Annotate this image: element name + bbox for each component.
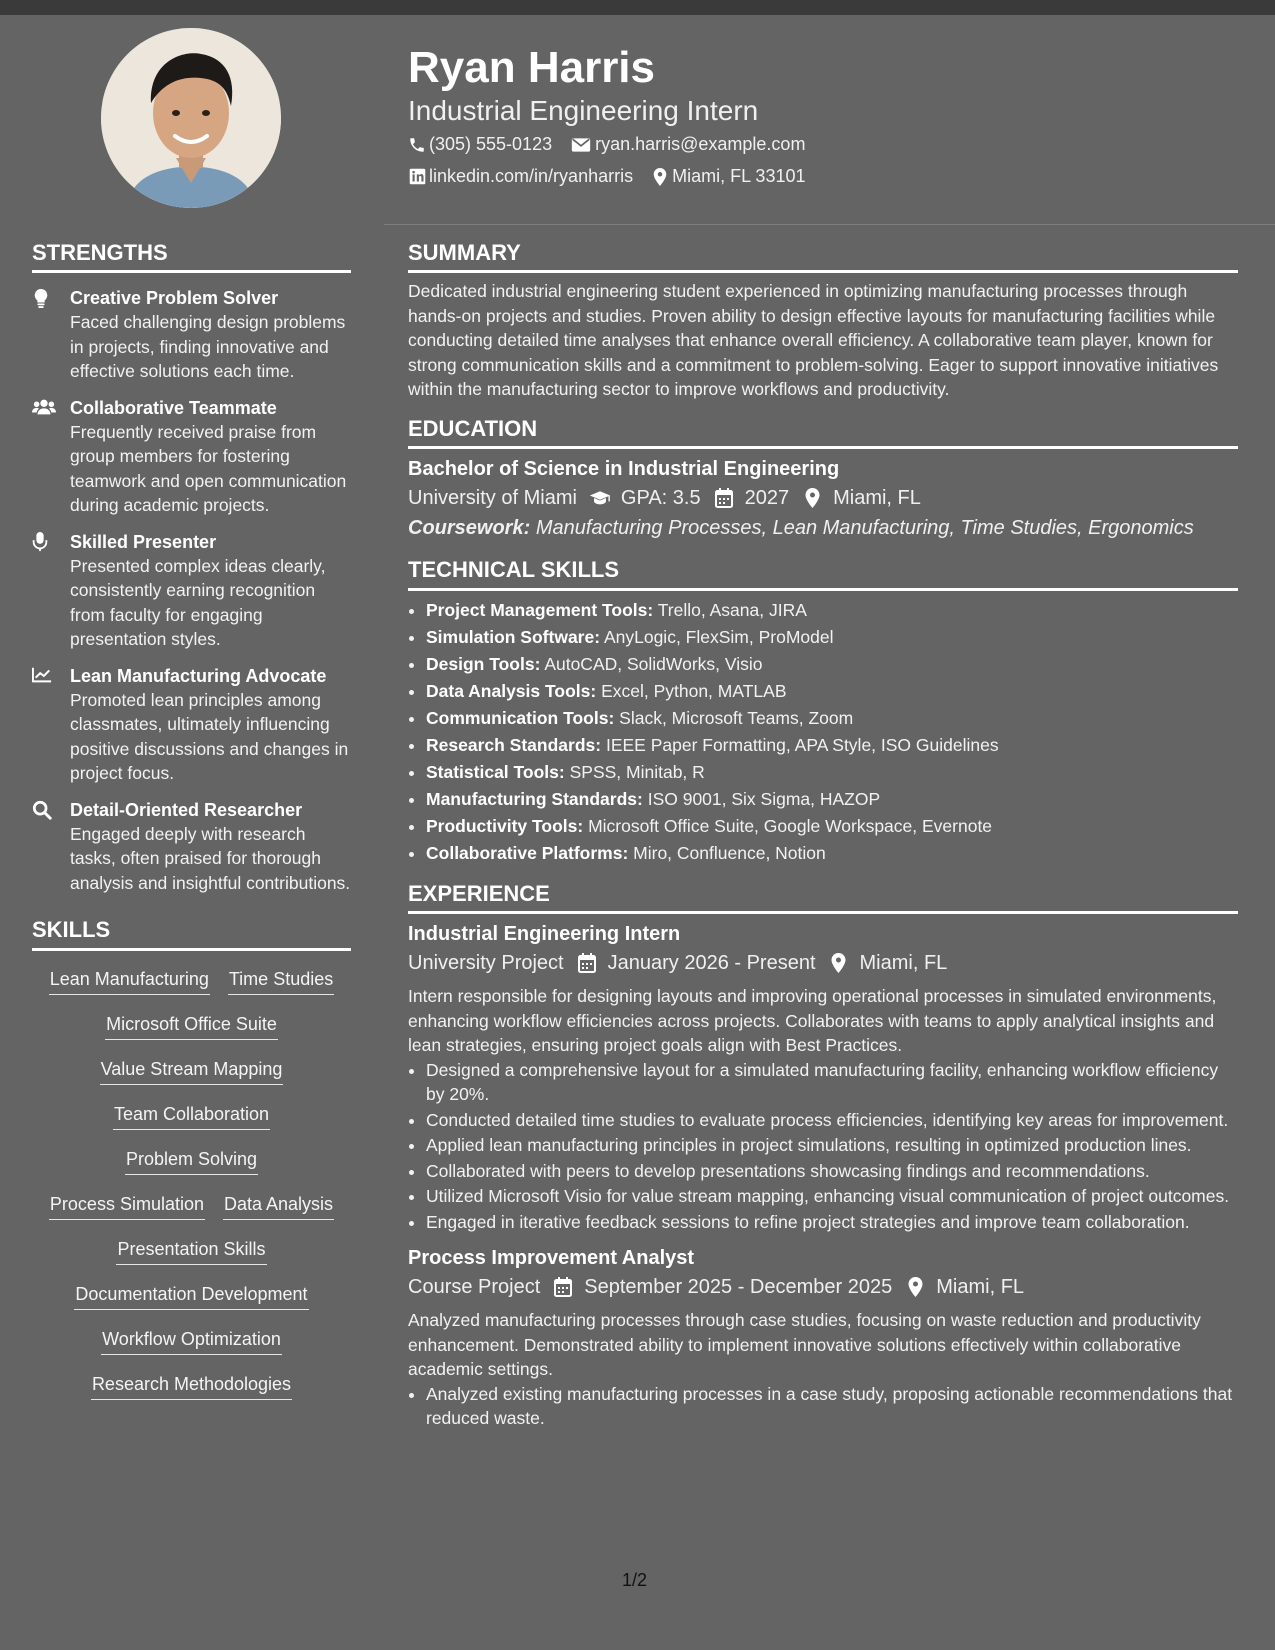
location-contact	[651, 166, 805, 187]
left-column	[32, 240, 351, 1415]
strength-item	[32, 396, 351, 518]
strength-description: Faced challenging design problems in projects, finding innovative and effective solutions each time.	[70, 312, 346, 382]
skill-row	[32, 1280, 351, 1325]
graduation-year: 2027	[744, 487, 790, 510]
right-column	[408, 240, 1238, 1432]
technical-skill-item	[426, 840, 1238, 867]
candidate-title: Industrial Engineering Intern	[408, 95, 759, 126]
lightbulb-icon	[32, 286, 70, 384]
skills-heading: SKILLS	[32, 917, 351, 950]
technical-skill-item	[426, 624, 1238, 651]
technical-skills-heading: TECHNICAL SKILLS	[408, 557, 1238, 590]
technical-skill-label: Project Management Tools:	[426, 599, 654, 620]
school-name: University of Miami	[408, 487, 577, 510]
linkedin-text: linkedin.com/in/ryanharris	[429, 166, 634, 186]
map-marker-icon	[904, 1276, 926, 1298]
job-bullet: • Applied lean manufacturing principles in project simulations, resulting in optimized production lines.	[426, 1133, 1238, 1158]
email-text: ryan.harris@example.com	[595, 134, 806, 154]
envelope-icon	[570, 136, 592, 154]
technical-skill-label: Manufacturing Standards:	[426, 788, 643, 809]
strength-item	[32, 664, 351, 786]
candidate-name: Ryan Harris	[408, 43, 656, 92]
calendar-icon	[552, 1276, 574, 1298]
education-meta	[408, 483, 1238, 513]
education-location: Miami, FL	[833, 487, 921, 510]
location-text: Miami, FL 33101	[672, 166, 806, 186]
job-title: Industrial Engineering Intern	[408, 923, 681, 946]
technical-skill-label: Statistical Tools:	[426, 761, 565, 782]
microphone-icon	[32, 530, 70, 652]
coursework-list: Manufacturing Processes, Lean Manufacturing, Time Studies, Ergonomics	[535, 517, 1194, 540]
education-heading: EDUCATION	[408, 416, 1238, 449]
job-bullet: • Collaborated with peers to develop presentations showcasing findings and recommendations.	[426, 1159, 1238, 1184]
summary-section	[408, 240, 1238, 402]
skill-tag: Research Methodologies	[91, 1370, 292, 1400]
technical-skill-value: IEEE Paper Formatting, APA Style, ISO Guidelines	[605, 734, 999, 755]
technical-skill-value: SPSS, Minitab, R	[569, 761, 705, 782]
job-bullet: • Designed a comprehensive layout for a simulated manufacturing facility, enhancing workflow efficiency by 20%.	[426, 1058, 1238, 1107]
strength-title: Skilled Presenter	[70, 531, 217, 552]
skill-tag: Problem Solving	[125, 1145, 258, 1175]
skill-row	[32, 965, 351, 1010]
header-divider	[384, 224, 1275, 225]
page-number: 1/2	[622, 1570, 648, 1590]
technical-skill-value: AutoCAD, SolidWorks, Visio	[544, 653, 763, 674]
strength-description: Promoted lean principles among classmates, ultimately influencing positive discussions and changes in project focus.	[70, 689, 349, 784]
technical-skill-item	[426, 597, 1238, 624]
job-bullets	[408, 1382, 1238, 1431]
strength-title: Creative Problem Solver	[70, 288, 279, 309]
job-bullets	[408, 1058, 1238, 1235]
technical-skill-value: ISO 9001, Six Sigma, HAZOP	[647, 788, 881, 809]
strength-title: Detail-Oriented Researcher	[70, 799, 303, 820]
job-dates: January 2026 - Present	[607, 952, 816, 975]
technical-skill-value: Excel, Python, MATLAB	[601, 680, 787, 701]
technical-skill-item	[426, 732, 1238, 759]
strength-item	[32, 530, 351, 652]
strength-description: Frequently received praise from group members for fostering teamwork and open communication during academic projects.	[70, 421, 347, 516]
education-section	[408, 416, 1238, 543]
technical-skill-value: Slack, Microsoft Teams, Zoom	[619, 707, 854, 728]
experience-heading: EXPERIENCE	[408, 881, 1238, 914]
map-marker-icon	[651, 168, 669, 186]
skill-row	[32, 1100, 351, 1145]
job-summary: Analyzed manufacturing processes through case studies, focusing on waste reduction and productivity enhancement. Demonstrated ability to implement innovative solutions effectively within collaborative academic settings.	[408, 1310, 1201, 1380]
map-marker-icon	[828, 952, 850, 974]
skill-tag: Documentation Development	[74, 1280, 308, 1310]
technical-skill-item	[426, 678, 1238, 705]
job-meta	[408, 1272, 1238, 1302]
skill-tag: Team Collaboration	[113, 1100, 270, 1130]
technical-skill-item	[426, 786, 1238, 813]
coursework-label: Coursework:	[408, 517, 531, 540]
technical-skill-label: Productivity Tools:	[426, 815, 584, 836]
calendar-icon	[713, 487, 735, 509]
technical-skill-label: Design Tools:	[426, 653, 541, 674]
technical-skill-item	[426, 705, 1238, 732]
technical-skill-value: AnyLogic, FlexSim, ProModel	[603, 626, 834, 647]
technical-skill-label: Data Analysis Tools:	[426, 680, 597, 701]
gpa-text: GPA: 3.5	[620, 487, 701, 510]
skill-row	[32, 1370, 351, 1415]
skill-tag: Presentation Skills	[116, 1235, 266, 1265]
experience-item	[408, 920, 1238, 1234]
technical-skill-value: Miro, Confluence, Notion	[633, 842, 826, 863]
skill-tag: Value Stream Mapping	[100, 1055, 284, 1085]
chart-line-icon	[32, 664, 70, 786]
search-icon	[32, 798, 70, 896]
contact-row-2	[408, 166, 824, 187]
skill-tag: Lean Manufacturing	[49, 965, 210, 995]
job-location: Miami, FL	[859, 952, 948, 975]
phone-icon	[408, 136, 426, 154]
strength-item	[32, 286, 351, 384]
job-bullet: • Conducted detailed time studies to evaluate process efficiencies, identifying key areas for improvement.	[426, 1108, 1238, 1133]
strength-item	[32, 798, 351, 896]
profile-photo	[101, 28, 281, 208]
top-bar	[0, 0, 1275, 15]
strength-title: Lean Manufacturing Advocate	[70, 665, 327, 686]
job-organization: Course Project	[408, 1276, 541, 1299]
technical-skill-item	[426, 813, 1238, 840]
calendar-icon	[576, 952, 598, 974]
technical-skill-item	[426, 759, 1238, 786]
technical-skill-label: Collaborative Platforms:	[426, 842, 629, 863]
job-summary: Intern responsible for designing layouts and improving operational processes in simulated environments, enhancing workflow efficiencies across projects. Collaborates with teams to apply analytical insights and lean strategies, ensuring project goals align with Best Practices.	[408, 986, 1217, 1056]
technical-skill-value: Microsoft Office Suite, Google Workspace, Evernote	[588, 815, 993, 836]
skill-row	[32, 1235, 351, 1280]
strength-description: Presented complex ideas clearly, consistently earning recognition from faculty for engaging presentation styles.	[70, 555, 326, 650]
skill-row	[32, 1190, 351, 1235]
contact-row-1	[408, 134, 823, 155]
strength-title: Collaborative Teammate	[70, 397, 277, 418]
technical-skill-item	[426, 651, 1238, 678]
skill-tag: Data Analysis	[223, 1190, 334, 1220]
phone-text: (305) 555-0123	[429, 134, 553, 154]
linkedin-icon	[408, 168, 426, 186]
phone-contact[interactable]	[408, 134, 552, 155]
degree-title: Bachelor of Science in Industrial Engineering	[408, 458, 840, 481]
experience-item	[408, 1244, 1238, 1431]
strength-description: Engaged deeply with research tasks, often praised for thorough analysis and insightful contributions.	[70, 823, 351, 893]
job-bullet: • Utilized Microsoft Visio for value stream mapping, enhancing visual communication of project outcomes.	[426, 1184, 1238, 1209]
technical-skills-section	[408, 557, 1238, 866]
skill-row	[32, 1055, 351, 1100]
strengths-heading: STRENGTHS	[32, 240, 351, 273]
experience-list	[408, 920, 1238, 1431]
graduation-cap-icon	[589, 487, 611, 509]
summary-heading: SUMMARY	[408, 240, 1238, 273]
skills-list	[32, 965, 351, 1415]
technical-skill-value: Trello, Asana, JIRA	[657, 599, 807, 620]
summary-text: Dedicated industrial engineering student experienced in optimizing manufacturing processes through hands-on projects and studies. Proven ability to design effective layouts for manufacturing facilities while conducting detailed time analyses that enhance overall efficiency. A collaborative team player, known for strong communication skills and a commitment to problem-solving. Eager to support innovative initiatives within the manufacturing sector to improve workflows and productivity.	[408, 281, 1219, 400]
skill-row	[32, 1010, 351, 1055]
skill-tag: Process Simulation	[49, 1190, 205, 1220]
job-bullet: • Analyzed existing manufacturing processes in a case study, proposing actionable recommendations that reduced waste.	[426, 1382, 1238, 1431]
technical-skill-label: Simulation Software:	[426, 626, 601, 647]
job-title: Process Improvement Analyst	[408, 1247, 695, 1270]
email-contact[interactable]	[570, 134, 805, 155]
map-marker-icon	[801, 487, 823, 509]
skill-tag: Microsoft Office Suite	[105, 1010, 278, 1040]
job-dates: September 2025 - December 2025	[584, 1276, 893, 1299]
technical-skill-label: Communication Tools:	[426, 707, 615, 728]
skill-row	[32, 1145, 351, 1190]
experience-section	[408, 881, 1238, 1431]
job-location: Miami, FL	[936, 1276, 1025, 1299]
technical-skill-label: Research Standards:	[426, 734, 602, 755]
skill-row	[32, 1325, 351, 1370]
job-bullet: • Engaged in iterative feedback sessions to refine project strategies and improve team collaboration.	[426, 1210, 1238, 1235]
users-icon	[32, 396, 70, 518]
job-organization: University Project	[408, 952, 564, 975]
technical-skills-list	[408, 597, 1238, 867]
skill-tag: Time Studies	[228, 965, 334, 995]
skill-tag: Workflow Optimization	[101, 1325, 282, 1355]
job-meta	[408, 948, 1238, 978]
linkedin-contact[interactable]	[408, 166, 633, 187]
coursework	[408, 513, 1238, 543]
